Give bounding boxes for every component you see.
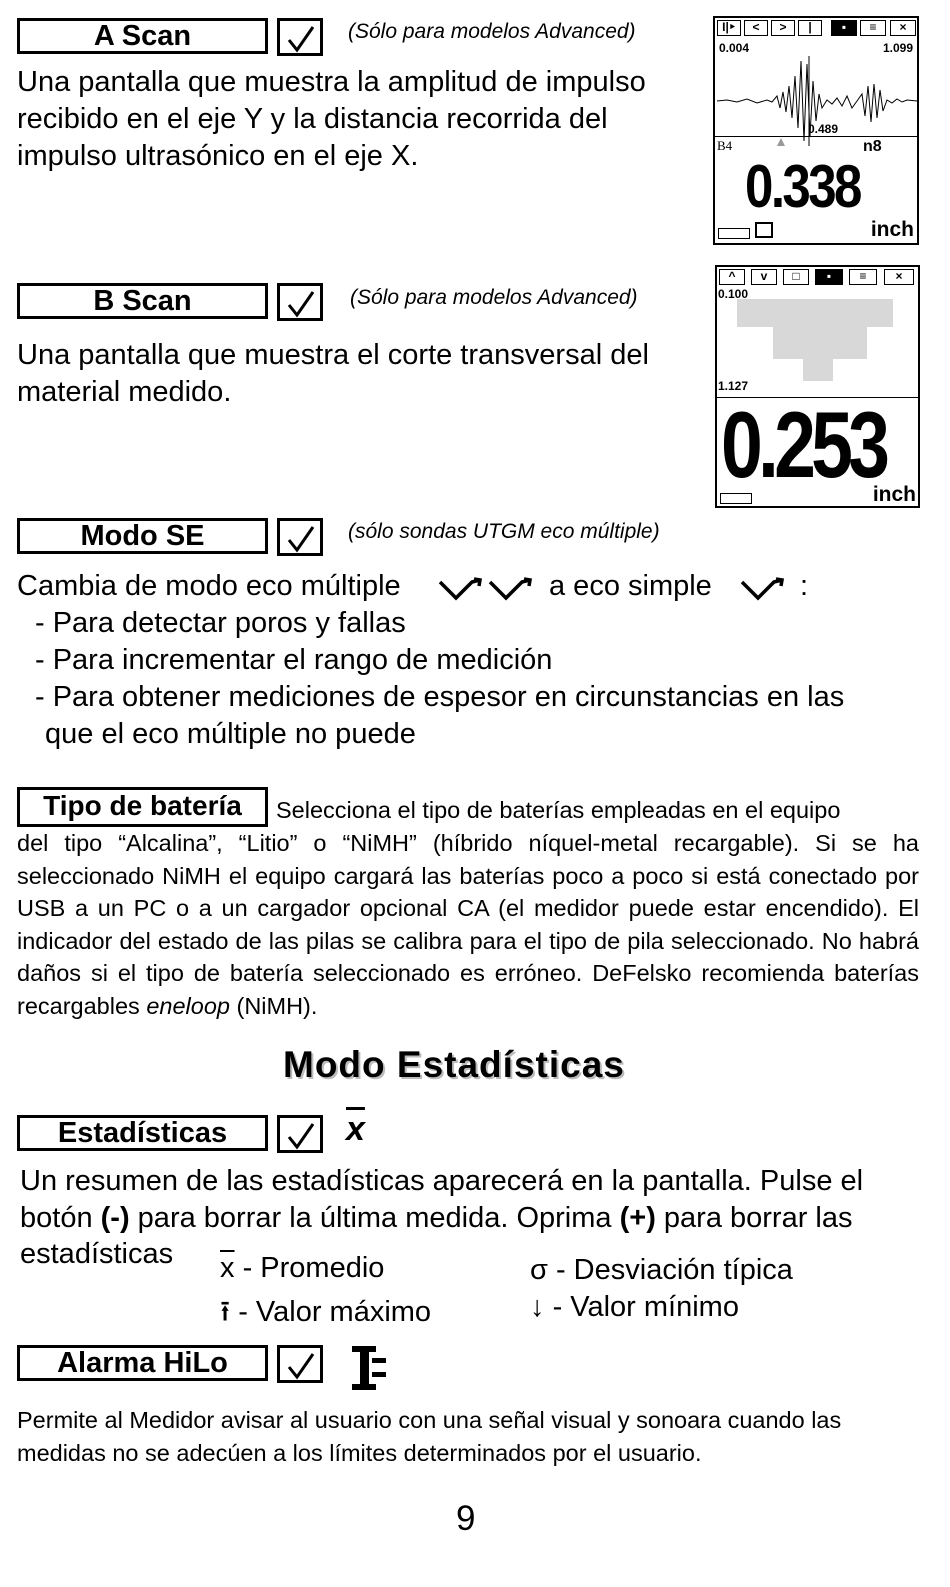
estadisticas-description xyxy=(20,1163,920,1237)
probe-label: B4 xyxy=(717,138,733,153)
b-scan-bottom-value: 1.127 xyxy=(718,379,749,393)
estadisticas-text-b: para borrar la última medida. Oprima xyxy=(129,1202,620,1234)
b-scan-description: Una pantalla que muestra el corte transversal del material medido. xyxy=(17,339,649,408)
reading-count: n8 xyxy=(863,138,882,155)
modo-se-bullet-2: - Para incrementar el rango de medición xyxy=(35,644,553,676)
b-scan-cross-section xyxy=(717,287,918,387)
page-number: 9 xyxy=(456,1499,476,1538)
estadisticas-description-end: estadísticas xyxy=(20,1238,174,1270)
min-arrow-icon: ↓ xyxy=(530,1291,545,1323)
modo-se-checkbox[interactable] xyxy=(277,518,323,556)
toolbar-button-right[interactable]: > xyxy=(771,20,795,36)
a-scan-label: A Scan xyxy=(17,18,268,54)
estadisticas-checkbox[interactable] xyxy=(277,1115,323,1153)
stat-max-label: - Valor máximo xyxy=(238,1296,432,1328)
modo-se-bullet-3: - Para obtener mediciones de espesor en circunstancias en las xyxy=(35,681,845,713)
bateria-text-end: (NiMH). xyxy=(229,992,318,1019)
stat-min xyxy=(530,1291,739,1324)
sigma-icon: σ xyxy=(530,1254,548,1286)
checkmark-icon xyxy=(286,290,316,318)
stat-max xyxy=(220,1291,431,1340)
unit-label: inch xyxy=(872,483,916,506)
bateria-label: Tipo de batería xyxy=(17,787,268,827)
a-scan-reading: 0.338 xyxy=(745,153,860,220)
multi-echo-icon xyxy=(438,576,536,604)
modo-se-bullet-1: - Para detectar poros y fallas xyxy=(35,607,406,639)
memory-icon xyxy=(755,222,773,238)
alarma-checkbox[interactable] xyxy=(277,1345,323,1383)
alarma-label: Alarma HiLo xyxy=(17,1345,268,1381)
b-scan-label: B Scan xyxy=(17,283,268,319)
statistics-mean-icon: $\overline{x}$ xyxy=(346,1110,365,1148)
modo-se-bullet-3-cont: que el eco múltiple no puede xyxy=(45,718,416,750)
a-scan-left-value: 0.004 xyxy=(719,41,750,55)
a-scan-gate-value: 0.489 xyxy=(808,122,839,136)
toolbar-button-pause[interactable]: I|‣ xyxy=(717,20,741,36)
single-echo-icon xyxy=(740,576,788,604)
b-scan-top-value: 0.100 xyxy=(718,287,749,301)
max-arrow-icon: ⭱ xyxy=(220,1296,231,1328)
modo-se-note: (sólo sondas UTGM eco múltiple) xyxy=(348,520,660,543)
a-scan-note: (Sólo para modelos Advanced) xyxy=(348,20,636,43)
b-scan-checkbox[interactable] xyxy=(277,283,323,321)
checkmark-icon xyxy=(286,1352,316,1380)
modo-se-line1-a: Cambia de modo eco múltiple xyxy=(17,570,401,602)
stat-min-label: - Valor mínimo xyxy=(552,1291,739,1323)
b-scan-screen xyxy=(715,265,920,508)
estadisticas-text-c: para borrar las xyxy=(655,1202,853,1234)
modo-se-line1-c: : xyxy=(800,570,809,602)
checkmark-icon xyxy=(286,525,316,553)
bateria-text: del tipo “Alcalina”, “Litio” o “NiMH” (híbrido níquel-metal recargable). Si se ha seleccionado NiMH el equipo cargará las baterías poco a poco si está conectado por USB a un PC o a un cargador opcional CA (el medidor puede estar encendido). El indicador del estado de las pilas se calibra para el tipo de pila seleccionado. No habrá daños si el tipo de batería seleccionado es erróneo. DeFelsko recomienda baterías recargables xyxy=(17,830,919,1019)
stat-sigma-label: - Desviación típica xyxy=(555,1254,793,1286)
a-scan-description: Una pantalla que muestra la amplitud de impulso recibido en el eje Y y la distancia recorrida del impulso ultrasónico en el eje X. xyxy=(17,66,646,172)
toolbar-button-window[interactable]: □ xyxy=(783,269,809,285)
stat-sigma xyxy=(530,1254,793,1287)
bateria-description xyxy=(17,827,919,1022)
bateria-first-line: Selecciona el tipo de baterías empleadas en el equipo xyxy=(276,797,841,823)
mean-icon: $\overline{x}$ xyxy=(220,1252,235,1284)
toolbar-button-marker[interactable]: | xyxy=(798,20,822,36)
modo-se-label: Modo SE xyxy=(17,518,268,554)
bateria-brand: eneloop xyxy=(146,992,230,1019)
checkmark-icon xyxy=(286,25,316,53)
toolbar-button-save[interactable]: ▪ xyxy=(831,20,857,36)
battery-icon xyxy=(720,493,752,504)
estadisticas-label: Estadísticas xyxy=(17,1115,268,1151)
toolbar-button-menu[interactable]: ≡ xyxy=(849,269,877,285)
stat-mean-label: - Promedio xyxy=(242,1252,385,1284)
toolbar-button-left[interactable]: < xyxy=(744,20,768,36)
plus-key: (+) xyxy=(619,1202,656,1234)
estadisticas-text-a: Un resumen de las estadísticas aparecerá en la pantalla. Pulse el botón xyxy=(20,1165,864,1234)
stat-mean xyxy=(220,1252,384,1285)
toolbar-button-close[interactable]: × xyxy=(890,20,916,36)
a-scan-screen xyxy=(713,16,919,245)
unit-label: inch xyxy=(870,218,914,241)
a-scan-checkbox[interactable] xyxy=(277,18,323,56)
toolbar-button-save[interactable]: ▪ xyxy=(815,269,843,285)
toolbar-button-close[interactable]: × xyxy=(884,269,914,285)
section-title: Modo Estadísticas xyxy=(283,1044,625,1085)
battery-icon xyxy=(718,228,750,239)
toolbar-button-menu[interactable]: ≡ xyxy=(860,20,886,36)
a-scan-right-value: 1.099 xyxy=(882,41,913,55)
alarma-description: Permite al Medidor avisar al usuario con una señal visual y sonoara cuando las medidas no se adecúen a los límites determinados por el usuario. xyxy=(17,1407,842,1466)
b-scan-reading: 0.253 xyxy=(721,392,886,497)
hilo-alarm-icon xyxy=(350,1344,390,1394)
checkmark-icon xyxy=(286,1122,316,1150)
minus-key: (-) xyxy=(100,1202,130,1234)
b-scan-note: (Sólo para modelos Advanced) xyxy=(350,286,638,309)
toolbar-button-up[interactable]: ^ xyxy=(719,269,745,285)
modo-se-line1-b: a eco simple xyxy=(549,570,712,602)
toolbar-button-down[interactable]: v xyxy=(751,269,777,285)
a-scan-divider xyxy=(715,136,917,137)
